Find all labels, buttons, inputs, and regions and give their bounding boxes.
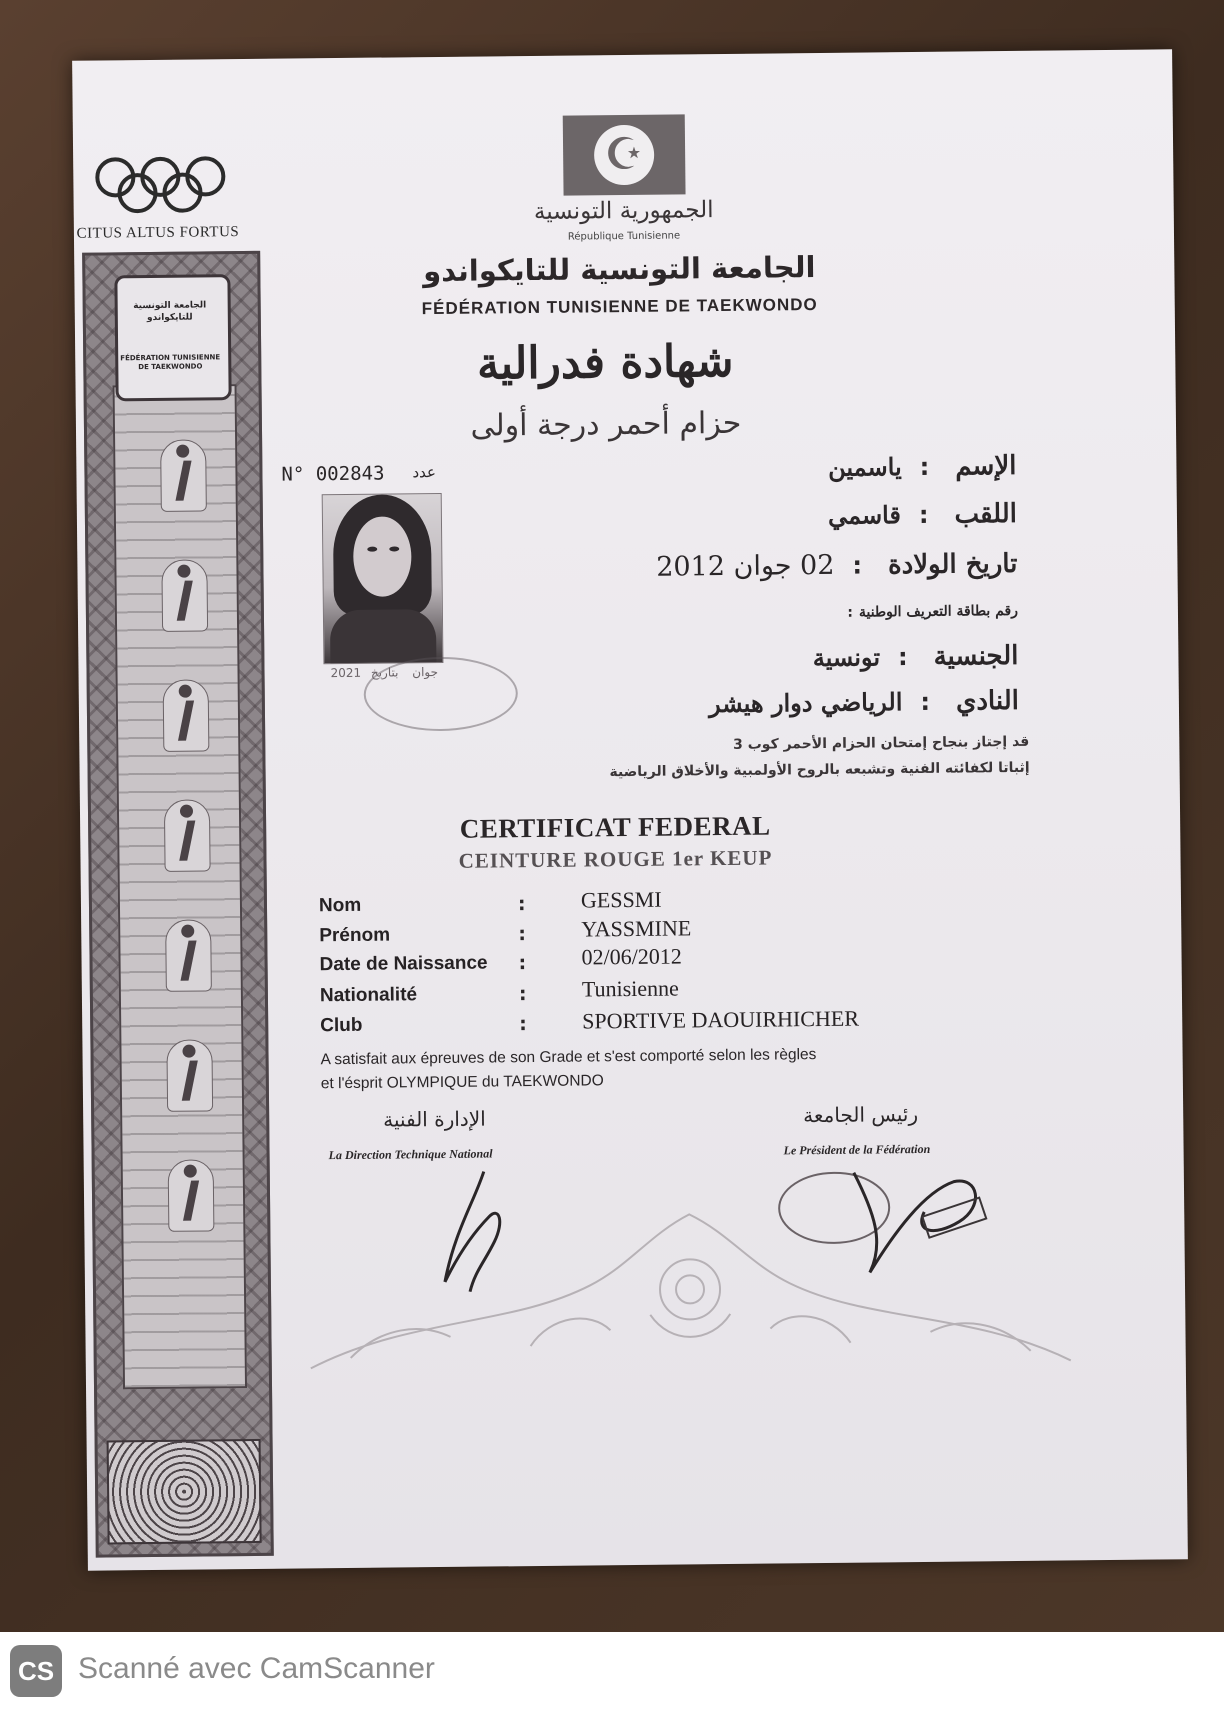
photo-stamp-date bbox=[330, 665, 438, 680]
ar-field-name: الإسم : ياسمين bbox=[828, 450, 1017, 482]
ar-club-label: النادي bbox=[955, 685, 1020, 717]
fr-dob-value: 02/06/2012 bbox=[581, 943, 682, 970]
certificate-number-value: 002843 bbox=[315, 462, 385, 486]
corner-ornament bbox=[107, 1439, 262, 1545]
ar-surname-label: اللقب bbox=[954, 498, 1018, 530]
ar-id-card-label: رقم بطاقة التعريف الوطنية bbox=[858, 602, 1019, 621]
athlete-figure-icon bbox=[161, 559, 208, 631]
ar-name-value: ياسمين bbox=[828, 452, 902, 482]
ar-dob-label: تاريخ الولادة bbox=[887, 548, 1018, 581]
ar-nationality-label: الجنسية bbox=[933, 640, 1019, 672]
emblem-text-ar: الجامعة التونسية للتايكواندو bbox=[133, 300, 207, 324]
fr-nom-label: Nom bbox=[318, 894, 362, 917]
holder-photo bbox=[322, 493, 444, 664]
athlete-figure-icon bbox=[168, 1159, 215, 1231]
camscanner-logo: CS bbox=[10, 1645, 62, 1697]
fr-nationality-label: Nationalité bbox=[319, 984, 418, 1007]
certificate-title-fr: CERTIFICAT FEDERAL bbox=[459, 810, 771, 844]
certificate-number bbox=[281, 463, 384, 486]
fr-nationality-value: Tunisienne bbox=[581, 975, 679, 1002]
fr-club-label: Club bbox=[320, 1014, 363, 1037]
stamp-year: 2021 bbox=[330, 665, 362, 681]
ar-field-surname: اللقب : قاسمي bbox=[827, 498, 1018, 530]
crescent-star-icon: ☪ bbox=[594, 125, 655, 186]
tunisia-flag-icon bbox=[563, 114, 686, 195]
fr-nom-value: GESSMI bbox=[580, 886, 662, 913]
athlete-figure-icon bbox=[160, 439, 207, 511]
fr-club-value: SPORTIVE DAOUIRHICHER bbox=[582, 1005, 860, 1034]
athlete-figure-icon bbox=[166, 1039, 213, 1111]
stamp-month-ar: جوان bbox=[412, 665, 439, 680]
olympic-motto: CITUS ALTUS FORTUS bbox=[76, 224, 240, 242]
technical-direction-title-fr: La Direction Technique National bbox=[328, 1146, 493, 1163]
fr-prenom-label: Prénom bbox=[319, 924, 391, 947]
emblem-text-fr: FÉDÉRATION TUNISIENNE DE TAEKWONDO bbox=[120, 353, 221, 372]
ar-club-value: الرياضي دوار هيشر bbox=[708, 687, 903, 719]
ar-field-dob: تاريخ الولادة : 02 جوان 2012 bbox=[656, 548, 1018, 583]
federation-title-ar: الجامعة التونسية للتايكواندو bbox=[422, 250, 816, 289]
athlete-figure-icon bbox=[163, 679, 210, 751]
ar-name-label: الإسم bbox=[955, 450, 1017, 482]
stamp-label-ar: بتاريخ bbox=[370, 665, 399, 680]
fr-statement-line2: et l'ésprit OLYMPIQUE du TAEKWONDO bbox=[320, 1072, 604, 1093]
republic-title-ar: الجمهورية التونسية bbox=[533, 197, 714, 225]
ar-field-club: النادي : الرياضي دوار هيشر bbox=[708, 685, 1020, 719]
ar-dob-value: 02 جوان 2012 bbox=[656, 549, 835, 583]
camscanner-footer bbox=[0, 1632, 1224, 1709]
ar-statement-line2: إثباتا لكفائته الفنية وتشبعه بالروح الأولمبية والأخلاق الرياضية bbox=[609, 759, 1030, 781]
federation-emblem-text bbox=[119, 299, 222, 372]
president-title-ar: رئيس الجامعة bbox=[803, 1102, 919, 1128]
certificate-title-ar: شهادة فدرالية bbox=[476, 335, 734, 390]
federation-title-fr: FÉDÉRATION TUNISIENNE DE TAEKWONDO bbox=[421, 295, 818, 319]
republic-title-fr: République Tunisienne bbox=[567, 230, 681, 243]
president-title-fr: Le Président de la Fédération bbox=[783, 1141, 931, 1158]
ar-nationality-value: تونسية bbox=[812, 642, 881, 673]
floral-watermark bbox=[289, 1190, 1091, 1378]
technical-direction-title-ar: الإدارة الفنية bbox=[383, 1106, 486, 1132]
ar-statement-line1: قد إجتاز بنجاح إمتحان الحزام الأحمر كوب 3 bbox=[732, 733, 1030, 753]
belt-grade-ar: حزام أحمر درجة أولى bbox=[470, 405, 742, 444]
ar-field-nationality: الجنسية : تونسية bbox=[812, 640, 1019, 673]
athlete-figure-icon bbox=[165, 919, 212, 991]
ar-surname-value: قاسمي bbox=[827, 500, 902, 530]
olympic-rings-icon bbox=[93, 154, 229, 215]
fr-statement-line1: A satisfait aux épreuves de son Grade et s'est comporté selon les règles bbox=[320, 1046, 817, 1069]
belt-grade-fr: CEINTURE ROUGE 1er KEUP bbox=[458, 845, 773, 873]
certificate-number-label: N° bbox=[281, 463, 305, 486]
fr-prenom-value: YASSMINE bbox=[581, 915, 692, 942]
fr-dob-label: Date de Naissance bbox=[319, 952, 488, 976]
camscanner-text: Scanné avec CamScanner bbox=[78, 1652, 435, 1685]
athlete-figure-icon bbox=[164, 799, 211, 871]
certificate-number-label-ar: عدد bbox=[412, 463, 437, 482]
certificate-document: CITUS ALTUS FORTUS الجامعة التونسية للتايكواندو FÉDÉRATION TUNISIENNE DE TAEKWONDO ☪ الجمهورية التونسية République Tunisienne الجامعة التونسية للتايكواندو FÉDÉRATION TUNISIENNE DE TAEKWONDO شهادة فدرالية حزام أحمر درجة أولى N° 002843 عدد 2021 جوان بتاريخ الإسم : ياسمين اللقب : قاسمي تاريخ الولادة : 02 جوان 2012 رقم بطاقة التعريف الوطنية : الجنسية : تونسية النادي : الرياضي دوار هيشر قد إجتاز بنجاح إمتحان الحزام الأحمر كوب 3 إثباتا لكفائته الفنية وتشبعه بالروح الأولمبية والأخلاق الرياضية CERTIFICAT FEDERAL CEINTURE ROUGE 1er KEUP Nom : GESSMI Prénom : YASSMINE Date de Naissance : 02/06/2012 Nationalité : Tunisienne Club : SPORTIVE DAOUIRHICHER A satisfait aux épreuves de son Grade et s'est comporté selon les règles et l'ésprit OLYMPIQUE du TAEKWONDO الإدارة الفنية La Direction Technique National رئيس الجامعة Le Président de la Fédération bbox=[72, 49, 1188, 1570]
ar-field-id-card: رقم بطاقة التعريف الوطنية : bbox=[847, 602, 1019, 621]
